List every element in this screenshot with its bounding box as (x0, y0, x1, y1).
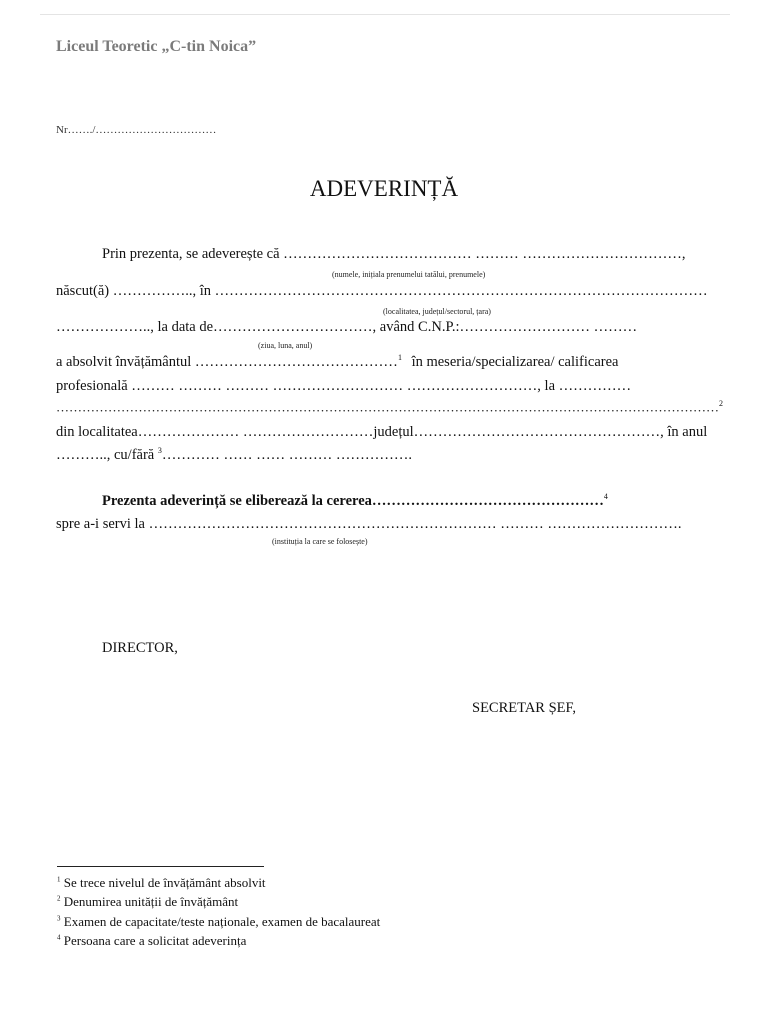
hint-name: (numele, inițiala prenumelui tatălui, prenumele) (332, 270, 486, 279)
footnote-3-number: 3 (57, 914, 61, 923)
body-line-4-end: în meseria/specializarea/ calificarea (411, 353, 619, 370)
body-line-6 (56, 399, 723, 415)
top-rule (40, 14, 730, 15)
footnote-4 (57, 933, 246, 949)
body-line-9-text: Prezenta adeverință se eliberează la cererea………………………………………… (102, 492, 604, 509)
secretary-signature-label: SECRETAR ȘEF, (472, 700, 577, 716)
document-title: ADEVERINȚĂ (309, 176, 459, 201)
footnote-ref-1: 1 (397, 353, 402, 362)
body-line-6-dots: ……………………………………………………………………………………………………………………………………… (56, 399, 719, 415)
body-line-10: spre a-i servi la ……………………………………………………………… ……… ………………………. (56, 516, 682, 532)
footnote-ref-2: 2 (719, 399, 723, 408)
body-line-3: ……………….., la data de……………………………, având C.N.P.:……………………… ……… (56, 319, 638, 335)
footnote-3 (57, 914, 380, 930)
hint-date: (ziua, luna, anul) (258, 341, 313, 350)
footnote-1-text: Se trece nivelul de învățământ absolvit (63, 875, 266, 890)
footnote-ref-4: 4 (603, 492, 608, 501)
footnote-1-number: 1 (57, 875, 61, 884)
body-line-8-end: ………… …… …… ……… ……………. (161, 446, 412, 463)
footnote-ref-3: 3 (157, 446, 162, 455)
body-line-4-start: a absolvit învățământul …………………………………… (56, 353, 398, 370)
footnote-2 (57, 894, 238, 910)
hint-place: (localitatea, județul/sectorul, țara) (383, 307, 491, 316)
hint-institution: (instituția la care se folosește) (272, 537, 368, 546)
footnote-rule (57, 866, 264, 867)
footnote-4-text: Persoana care a solicitat adeverința (63, 933, 247, 948)
school-name: Liceul Teoretic „C-tin Noica” (56, 38, 257, 55)
body-line-8-start: ……….., cu/fără (56, 446, 155, 463)
director-signature-label: DIRECTOR, (102, 640, 178, 656)
body-line-2: născut(ă) …………….., în ………………………………………………………………………………………… (56, 283, 708, 299)
footnote-4-number: 4 (57, 933, 61, 942)
body-line-4 (56, 353, 618, 371)
registration-number: Nr……./…………………………… (56, 124, 217, 136)
body-line-5: profesională ……… ……… ……… ……………………… ………………………, la …………… (56, 378, 632, 394)
footnote-2-text: Denumirea unității de învățământ (63, 894, 239, 909)
footnote-3-text: Examen de capacitate/teste naționale, examen de bacalaureat (63, 914, 381, 929)
body-line-8 (56, 446, 412, 464)
footnote-1 (57, 875, 266, 891)
body-line-1: Prin prezenta, se adeverește că ………………………………… ……… ……………………………, (102, 246, 686, 262)
body-line-9 (102, 492, 608, 510)
footnote-2-number: 2 (57, 894, 61, 903)
body-line-7: din localitatea………………… ………………………județul……………………………………………, în anul (56, 424, 708, 440)
